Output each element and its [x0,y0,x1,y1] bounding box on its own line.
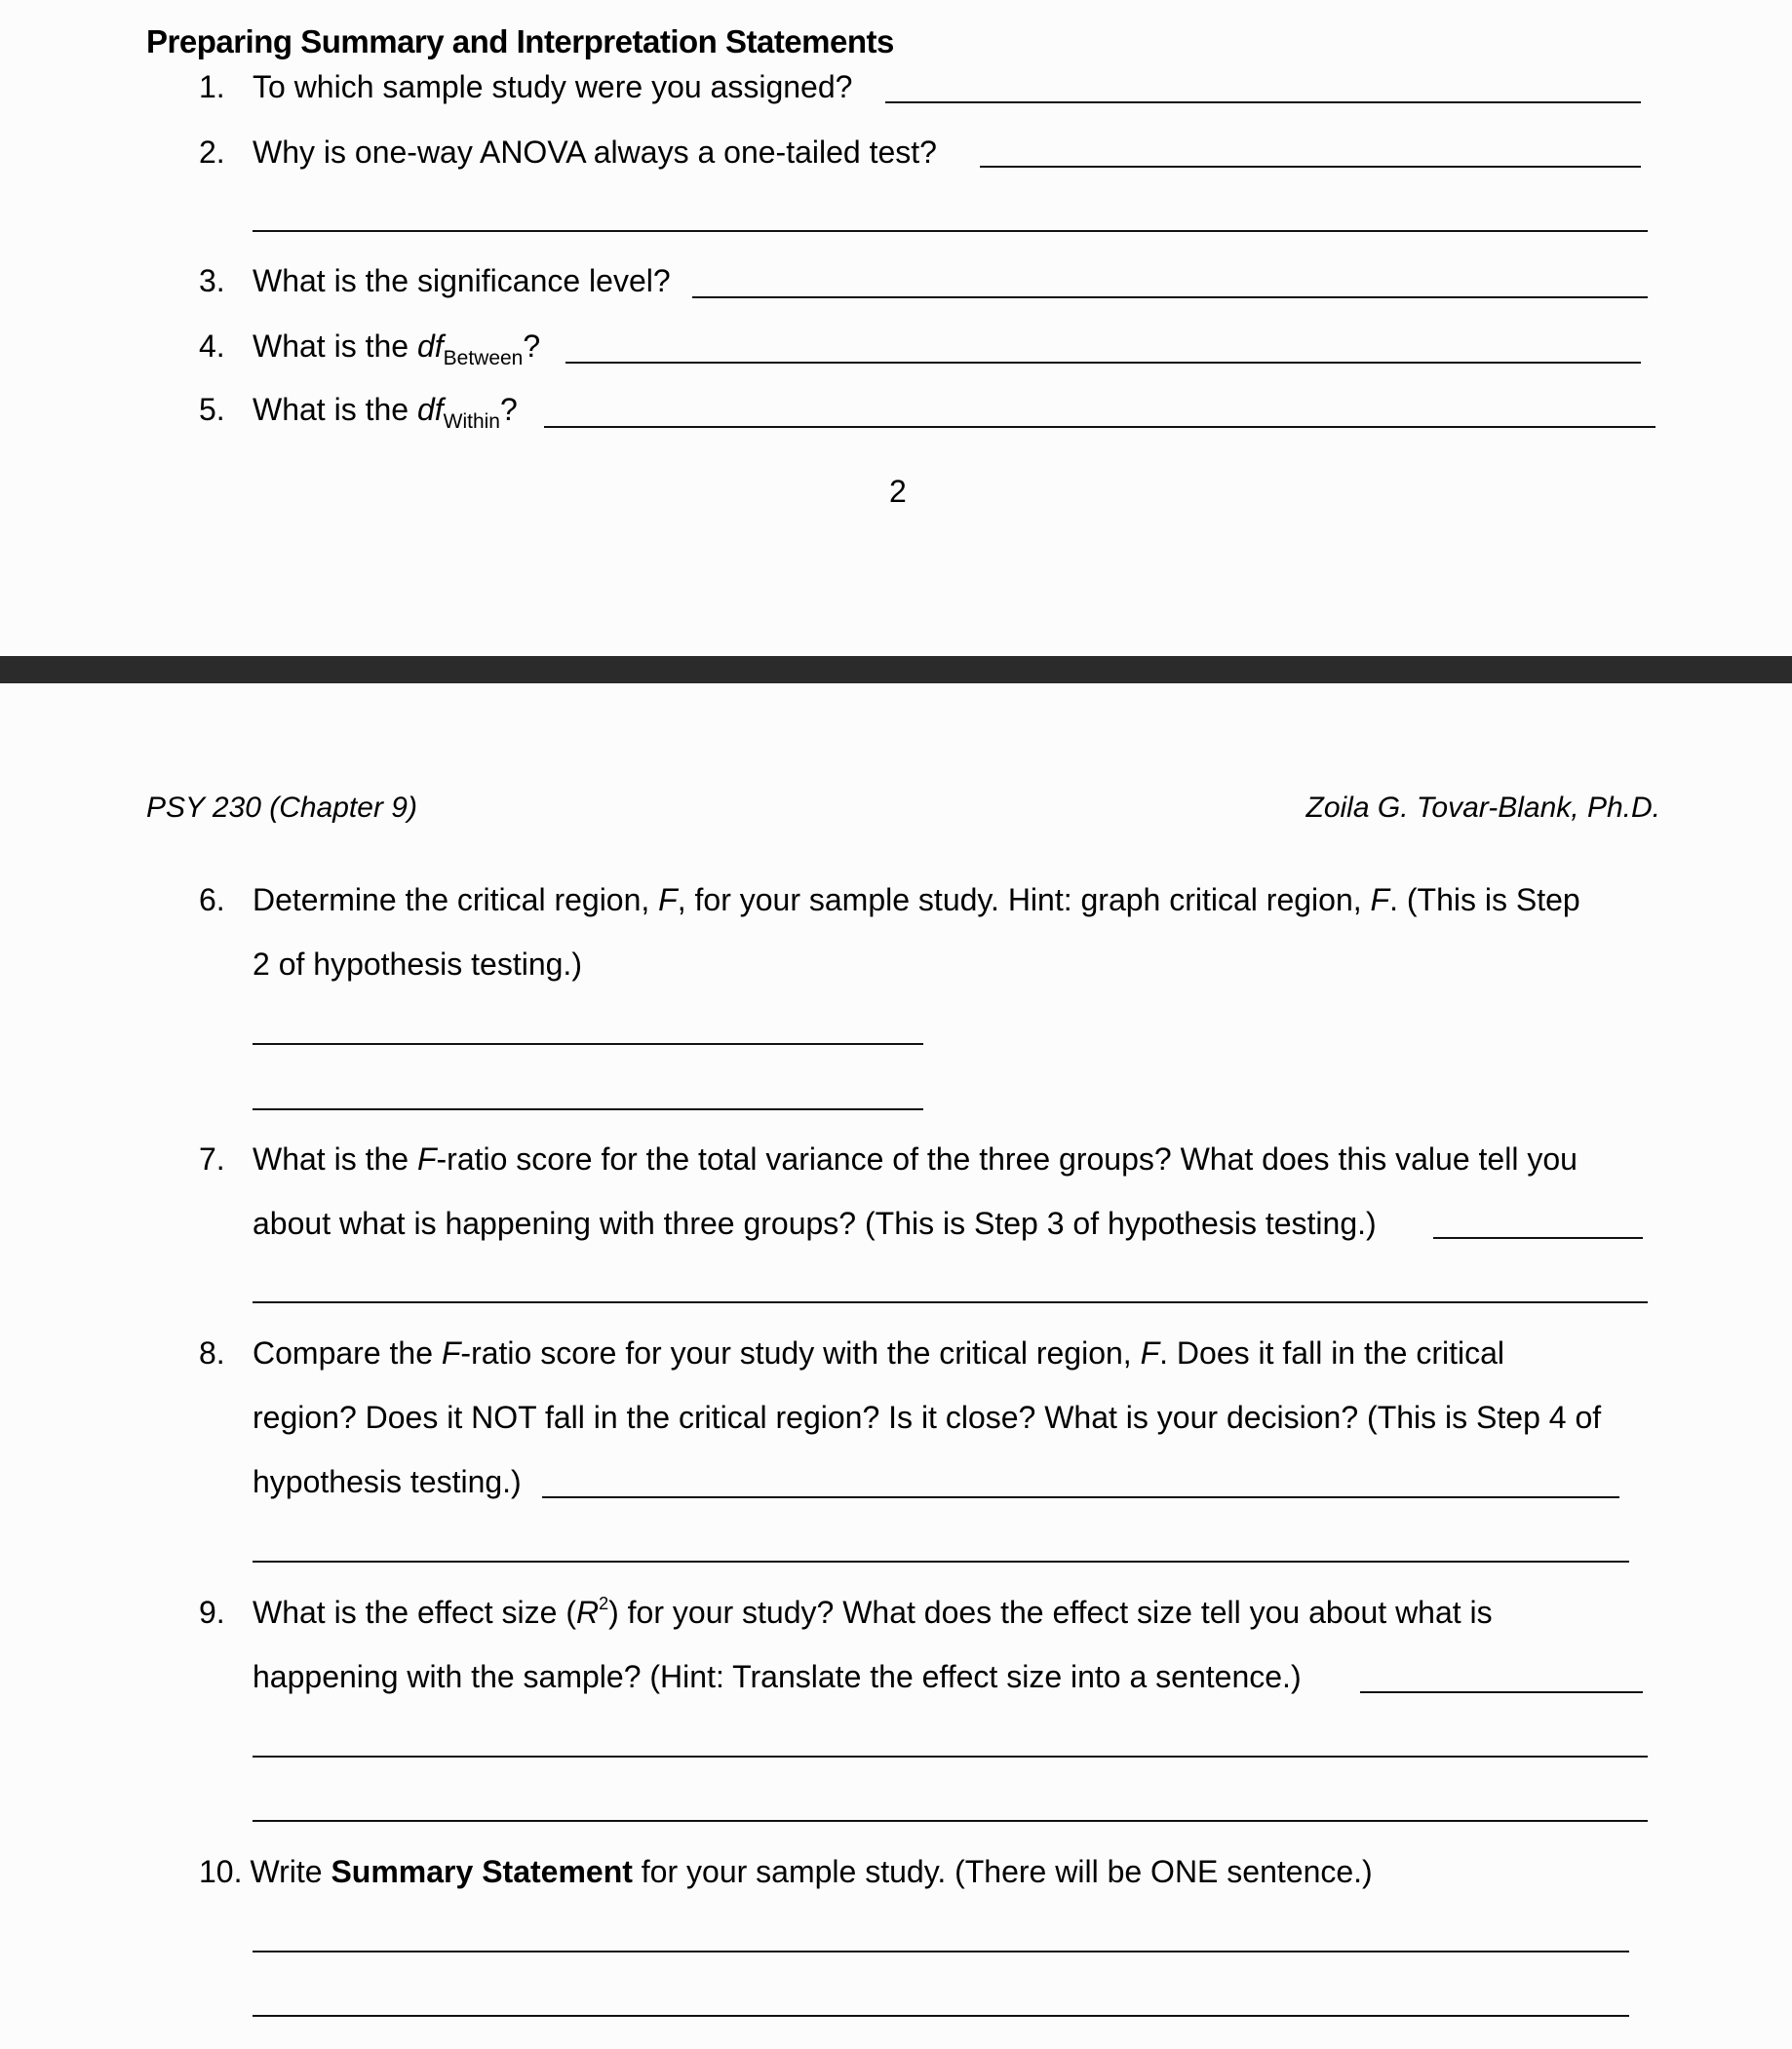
question-mark: ? [523,329,541,364]
question-6-line2: 2 of hypothesis testing.) [253,947,582,982]
f-symbol: F [416,1141,437,1177]
df-symbol: df [416,392,444,427]
question-text: To which sample study were you assigned? [253,69,853,104]
answer-blank-q9[interactable] [1360,1691,1643,1693]
question-7-line2: about what is happening with three groups? (This is Step 3 of hypothesis testing.) [253,1206,1377,1241]
answer-blank-q6-2[interactable] [253,1108,923,1110]
answer-blank-q1[interactable] [885,101,1641,103]
answer-blank-q7[interactable] [1433,1237,1643,1239]
question-text: . (This is Step [1389,882,1580,917]
page-number: 2 [889,474,907,509]
f-symbol: F [1370,882,1390,917]
question-text: Determine the critical region, [253,882,659,917]
question-number: 2. [199,135,225,170]
question-number: 4. [199,329,225,364]
answer-blank-q2[interactable] [980,166,1641,168]
question-3 [199,261,671,300]
answer-blank-q10-1[interactable] [253,1951,1629,1952]
header-course: PSY 230 (Chapter 9) [146,792,417,824]
question-text: What is the [253,1141,417,1177]
question-7 [199,1140,1578,1179]
f-symbol: F [441,1335,461,1371]
answer-blank-q9-line3[interactable] [253,1820,1648,1822]
question-1 [199,67,852,106]
question-9 [199,1593,1493,1637]
df-symbol: df [416,329,444,364]
answer-blank-q2-line2[interactable] [253,230,1648,232]
question-text: Compare the [253,1335,442,1371]
question-text: Why is one-way ANOVA always a one-tailed test? [253,135,937,170]
answer-blank-q10-2[interactable] [253,2015,1629,2017]
answer-blank-q6-1[interactable] [253,1043,923,1045]
question-8-line2: region? Does it NOT fall in the critical region? Is it close? What is your decision? (This is Step 4 of [253,1400,1602,1435]
question-number: 6. [199,882,225,917]
question-number: 8. [199,1335,225,1371]
question-text: . Does it fall in the critical [1159,1335,1505,1371]
page-divider [0,656,1792,683]
question-6 [199,880,1580,919]
question-number: 9. [199,1595,225,1630]
df-subscript: Between [443,347,524,369]
question-text: ) for your study? What does the effect size tell you about what is [608,1595,1493,1630]
question-5 [199,390,518,434]
question-9-line2: happening with the sample? (Hint: Translate the effect size into a sentence.) [253,1659,1302,1694]
f-symbol: F [1140,1335,1160,1371]
question-text: What is the effect size ( [253,1595,576,1630]
question-text: What is the significance level? [253,263,671,298]
question-4 [199,327,540,370]
question-number: 10. [199,1854,243,1889]
f-symbol: F [658,882,678,917]
question-mark: ? [500,392,518,427]
answer-blank-q4[interactable] [565,362,1641,364]
answer-blank-q5[interactable] [544,426,1656,428]
r-superscript: 2 [599,1594,609,1613]
question-8-line3: hypothesis testing.) [253,1464,522,1499]
question-8 [199,1334,1504,1372]
question-number: 3. [199,263,225,298]
r-symbol: R [575,1595,600,1630]
question-10 [199,1852,1373,1891]
answer-blank-q8[interactable] [542,1496,1619,1498]
answer-blank-q7-line2[interactable] [253,1301,1648,1303]
section-title: Preparing Summary and Interpretation Statements [146,23,894,59]
question-2 [199,133,937,172]
answer-blank-q8-line2[interactable] [253,1561,1629,1563]
df-subscript: Within [443,410,500,433]
question-text: Write [250,1854,331,1889]
question-number: 7. [199,1141,225,1177]
question-text: What is the [253,329,417,364]
question-number: 5. [199,392,225,427]
question-text: , for your sample study. Hint: graph critical region, [677,882,1371,917]
summary-statement-emphasis: Summary Statement [331,1854,633,1889]
question-text: -ratio score for the total variance of the three groups? What does this value tell you [436,1141,1578,1177]
question-text: What is the [253,392,417,427]
answer-blank-q9-line2[interactable] [253,1756,1648,1758]
header-author: Zoila G. Tovar-Blank, Ph.D. [1305,792,1660,824]
question-text: -ratio score for your study with the critical region, [460,1335,1141,1371]
question-number: 1. [199,69,225,104]
answer-blank-q3[interactable] [692,296,1648,298]
question-text: for your sample study. (There will be ONE sentence.) [632,1854,1373,1889]
